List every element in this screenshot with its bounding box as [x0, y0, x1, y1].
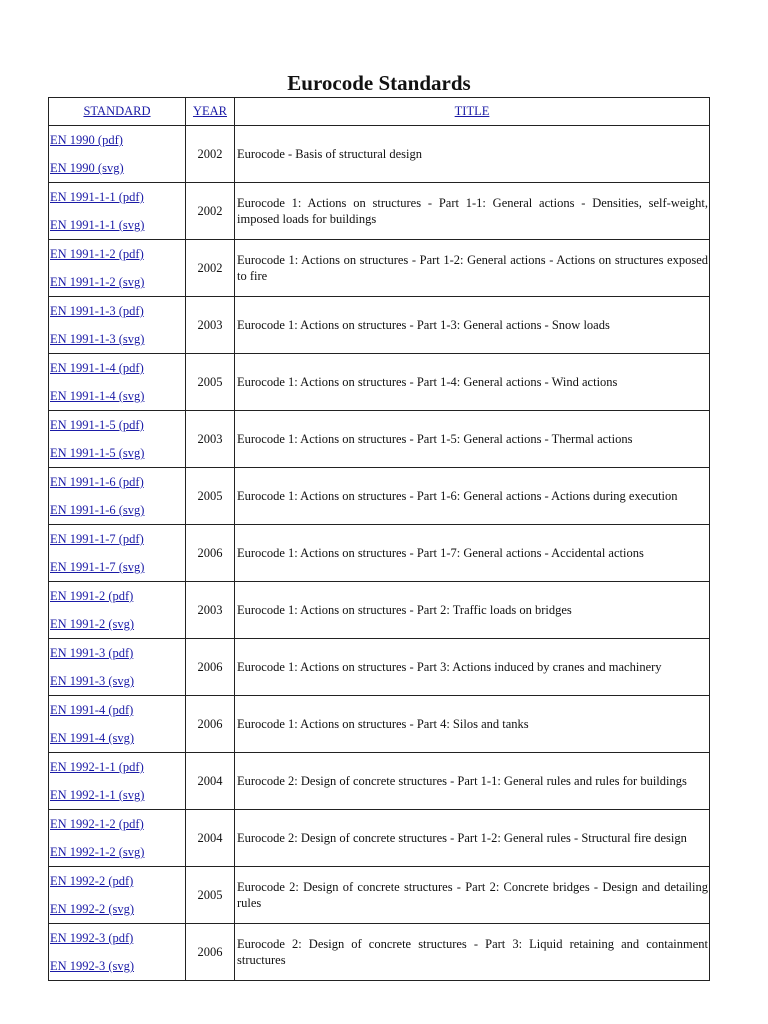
pdf-link[interactable]: EN 1992-1-1 (pdf) [50, 760, 144, 774]
year-cell: 2005 [186, 354, 235, 411]
standard-cell [49, 183, 186, 240]
year-cell: 2006 [186, 696, 235, 753]
page-title: Eurocode Standards [287, 71, 471, 95]
year-cell: 2006 [186, 525, 235, 582]
table-row [49, 582, 710, 639]
year-cell: 2004 [186, 810, 235, 867]
year-cell: 2002 [186, 183, 235, 240]
year-cell: 2003 [186, 411, 235, 468]
standard-cell [49, 696, 186, 753]
title-cell: Eurocode 2: Design of concrete structures - Part 2: Concrete bridges - Design and detailing rules [235, 867, 710, 924]
year-cell: 2006 [186, 924, 235, 981]
title-cell: Eurocode 2: Design of concrete structures - Part 1-1: General rules and rules for buildings [235, 753, 710, 810]
svg-link[interactable]: EN 1991-1-3 (svg) [50, 332, 145, 346]
title-cell: Eurocode 1: Actions on structures - Part 1-2: General actions - Actions on structures exposed to fire [235, 240, 710, 297]
svg-link[interactable]: EN 1991-1-2 (svg) [50, 275, 145, 289]
table-body [49, 126, 710, 981]
table-row [49, 753, 710, 810]
title-cell: Eurocode 1: Actions on structures - Part 4: Silos and tanks [235, 696, 710, 753]
pdf-link[interactable]: EN 1991-1-2 (pdf) [50, 247, 144, 261]
svg-link[interactable]: EN 1992-1-2 (svg) [50, 845, 145, 859]
standard-cell [49, 582, 186, 639]
standard-cell [49, 810, 186, 867]
table-row [49, 354, 710, 411]
standards-table-viewport [48, 97, 709, 973]
pdf-link[interactable]: EN 1991-1-6 (pdf) [50, 475, 144, 489]
table-row [49, 240, 710, 297]
standard-cell [49, 525, 186, 582]
title-cell: Eurocode 1: Actions on structures - Part 1-4: General actions - Wind actions [235, 354, 710, 411]
title-cell: Eurocode 1: Actions on structures - Part 3: Actions induced by cranes and machinery [235, 639, 710, 696]
svg-link[interactable]: EN 1991-3 (svg) [50, 674, 135, 688]
svg-link[interactable]: EN 1991-1-4 (svg) [50, 389, 145, 403]
table-row [49, 810, 710, 867]
standard-cell [49, 354, 186, 411]
standard-cell [49, 297, 186, 354]
table-row [49, 468, 710, 525]
title-cell: Eurocode 1: Actions on structures - Part 1-6: General actions - Actions during execution [235, 468, 710, 525]
standards-table [48, 97, 710, 981]
year-cell: 2004 [186, 753, 235, 810]
title-cell: Eurocode 2: Design of concrete structures - Part 3: Liquid retaining and containment structures [235, 924, 710, 981]
pdf-link[interactable]: EN 1991-4 (pdf) [50, 703, 134, 717]
svg-link[interactable]: EN 1991-2 (svg) [50, 617, 135, 631]
header-title [235, 98, 710, 126]
title-cell: Eurocode 1: Actions on structures - Part 1-5: General actions - Thermal actions [235, 411, 710, 468]
svg-link[interactable]: EN 1991-1-7 (svg) [50, 560, 145, 574]
table-row [49, 411, 710, 468]
header-standard [49, 98, 186, 126]
title-cell: Eurocode 1: Actions on structures - Part 2: Traffic loads on bridges [235, 582, 710, 639]
svg-link[interactable]: EN 1991-4 (svg) [50, 731, 135, 745]
title-cell: Eurocode 1: Actions on structures - Part 1-1: General actions - Densities, self-weight, imposed loads for buildings [235, 183, 710, 240]
pdf-link[interactable]: EN 1990 (pdf) [50, 133, 123, 147]
year-sort-link[interactable]: YEAR [192, 104, 228, 118]
year-cell: 2006 [186, 639, 235, 696]
standard-cell [49, 126, 186, 183]
title-cell: Eurocode 1: Actions on structures - Part 1-7: General actions - Accidental actions [235, 525, 710, 582]
year-cell: 2002 [186, 126, 235, 183]
standard-cell [49, 867, 186, 924]
table-row [49, 696, 710, 753]
standard-cell [49, 753, 186, 810]
table-row [49, 924, 710, 981]
pdf-link[interactable]: EN 1992-3 (pdf) [50, 931, 134, 945]
title-cell: Eurocode - Basis of structural design [235, 126, 710, 183]
pdf-link[interactable]: EN 1992-2 (pdf) [50, 874, 134, 888]
title-sort-link[interactable]: TITLE [454, 104, 490, 118]
pdf-link[interactable]: EN 1991-1-7 (pdf) [50, 532, 144, 546]
svg-link[interactable]: EN 1992-1-1 (svg) [50, 788, 145, 802]
table-row [49, 867, 710, 924]
svg-link[interactable]: EN 1991-1-5 (svg) [50, 446, 145, 460]
table-header-row [49, 98, 710, 126]
year-cell: 2003 [186, 297, 235, 354]
pdf-link[interactable]: EN 1991-2 (pdf) [50, 589, 134, 603]
pdf-link[interactable]: EN 1991-1-3 (pdf) [50, 304, 144, 318]
standard-cell [49, 411, 186, 468]
svg-link[interactable]: EN 1992-3 (svg) [50, 959, 135, 973]
table-row [49, 183, 710, 240]
standard-cell [49, 468, 186, 525]
table-row [49, 297, 710, 354]
svg-link[interactable]: EN 1990 (svg) [50, 161, 124, 175]
pdf-link[interactable]: EN 1991-1-4 (pdf) [50, 361, 144, 375]
pdf-link[interactable]: EN 1991-1-1 (pdf) [50, 190, 144, 204]
year-cell: 2002 [186, 240, 235, 297]
table-row [49, 525, 710, 582]
year-cell: 2005 [186, 867, 235, 924]
year-cell: 2003 [186, 582, 235, 639]
year-cell: 2005 [186, 468, 235, 525]
standard-cell [49, 240, 186, 297]
svg-link[interactable]: EN 1991-1-1 (svg) [50, 218, 145, 232]
title-cell: Eurocode 2: Design of concrete structures - Part 1-2: General rules - Structural fire design [235, 810, 710, 867]
svg-link[interactable]: EN 1992-2 (svg) [50, 902, 135, 916]
header-year [186, 98, 235, 126]
pdf-link[interactable]: EN 1991-1-5 (pdf) [50, 418, 144, 432]
standard-cell [49, 924, 186, 981]
table-row [49, 126, 710, 183]
pdf-link[interactable]: EN 1991-3 (pdf) [50, 646, 134, 660]
standard-cell [49, 639, 186, 696]
standard-sort-link[interactable]: STANDARD [83, 104, 151, 118]
table-row [49, 639, 710, 696]
svg-link[interactable]: EN 1991-1-6 (svg) [50, 503, 145, 517]
pdf-link[interactable]: EN 1992-1-2 (pdf) [50, 817, 144, 831]
title-cell: Eurocode 1: Actions on structures - Part 1-3: General actions - Snow loads [235, 297, 710, 354]
